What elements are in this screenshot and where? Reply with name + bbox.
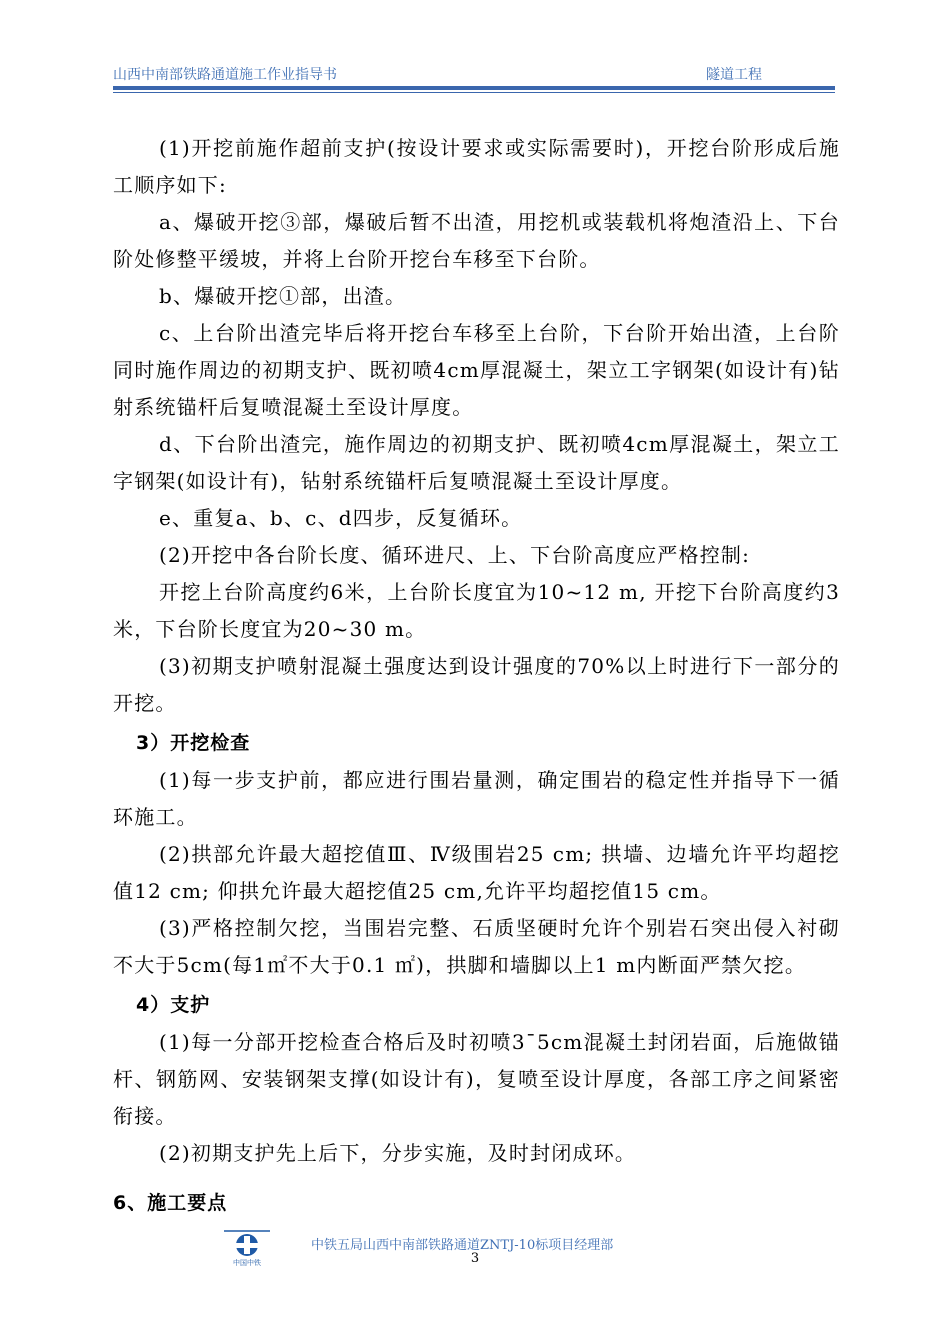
support-paragraph-1: (1)每一分部开挖检查合格后及时初喷3¯5cm混凝土封闭岩面，后施做锚杆、钢筋网、安装钢架支撑(如设计有)，复喷至设计厚度，各部工序之间紧密衔接。 [113,1030,840,1128]
paragraph-2: (2)开挖中各台阶长度、循环进尺、上、下台阶高度应严格控制: [159,543,751,567]
check-paragraph-2: (2)拱部允许最大超挖值Ⅲ、Ⅳ级围岩25 cm; 拱墙、边墙允许平均超挖值12 cm; 仰拱允许最大超挖值25 cm,允许平均超挖值15 cm。 [113,842,840,903]
header-rule-thin [113,92,835,93]
heading-support: 4）支护 [136,994,211,1016]
page-body [113,130,840,1218]
page-number: 3 [470,1251,480,1266]
paragraph-d: d、下台阶出渣完，施作周边的初期支护、既初喷4cm厚混凝土，架立工字钢架(如设计有)，钻射系统锚杆后复喷混凝土至设计厚度。 [113,432,840,493]
heading-excavation-check: 3）开挖检查 [136,732,251,754]
paragraph-a: a、爆破开挖③部，爆破后暂不出渣，用挖机或装载机将炮渣沿上、下台阶处修整平缓坡，并将上台阶开挖台车移至下台阶。 [113,210,840,271]
header-doc-title: 山西中南部铁路通道施工作业指导书 [113,67,337,83]
check-paragraph-1: (1)每一步支护前，都应进行围岩量测，确定围岩的稳定性并指导下一循环施工。 [113,768,840,829]
logo-caption: 中国中铁 [233,1259,261,1267]
paragraph-c: c、上台阶出渣完毕后将开挖台车移至上台阶，下台阶开始出渣，上台阶同时施作周边的初期支护、既初喷4cm厚混凝土，架立工字钢架(如设计有)钻射系统锚杆后复喷混凝土至设计厚度。 [113,321,840,419]
paragraph-b: b、爆破开挖①部，出渣。 [159,284,407,308]
check-paragraph-3: (3)严格控制欠挖，当围岩完整、石质坚硬时允许个别岩石突出侵入衬砌不大于5cm(每1㎡不大于0.1 ㎡)，拱脚和墙脚以上1 m内断面严禁欠挖。 [113,916,840,977]
footer-organization: 中铁五局山西中南部铁路通道ZNTJ-10标项目经理部 [311,1238,614,1253]
header-section-title: 隧道工程 [706,67,762,83]
heading-construction-points: 6、施工要点 [113,1192,228,1214]
header-rule-thick [113,86,835,90]
support-paragraph-2: (2)初期支护先上后下，分步实施，及时封闭成环。 [159,1141,637,1165]
paragraph-e: e、重复a、b、c、d四步，反复循环。 [159,506,523,530]
paragraph-2b: 开挖上台阶高度约6米，上台阶长度宜为10~12 m, 开挖下台阶高度约3米，下台阶长度宜为20~30 m。 [113,580,840,641]
paragraph-1: (1)开挖前施作超前支护(按设计要求或实际需要时)，开挖台阶形成后施工顺序如下: [113,136,840,197]
paragraph-3: (3)初期支护喷射混凝土强度达到设计强度的70%以上时进行下一部分的开挖。 [113,654,840,715]
